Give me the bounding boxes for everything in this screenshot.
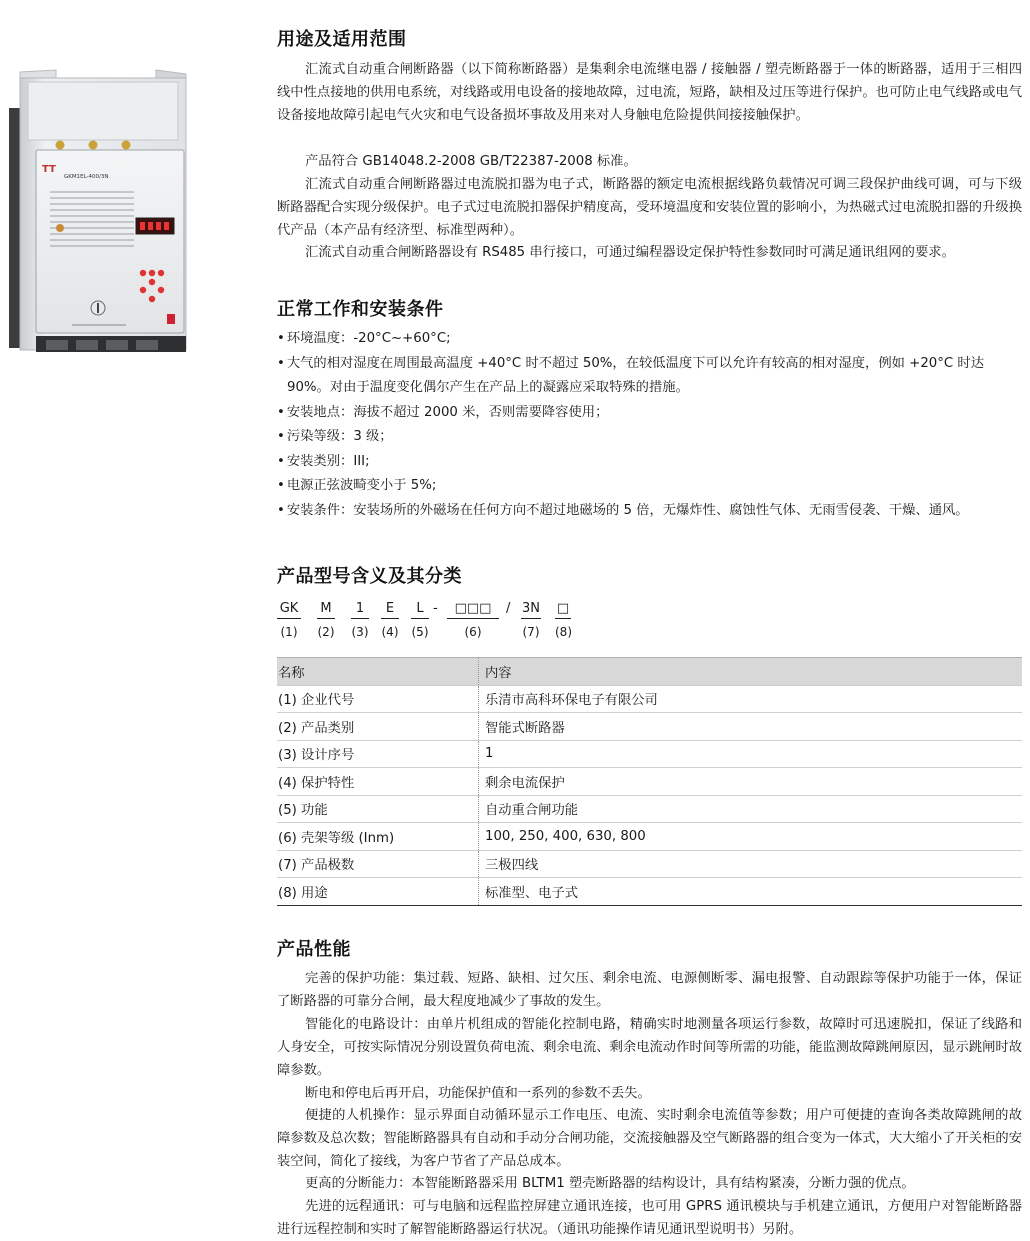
table-cell-content: 三极四线 xyxy=(479,850,1023,878)
condition-item: • 电源正弦波畸变小于 5%; xyxy=(277,474,1022,499)
model-segment: GK (1) xyxy=(277,600,301,642)
table-row xyxy=(277,850,1022,878)
table-cell-name: (1) 企业代号 xyxy=(277,685,479,713)
model-segment: E (4) xyxy=(381,601,399,639)
model-segment: L (5) xyxy=(411,601,429,639)
model-code-breakdown xyxy=(277,600,597,644)
table-row xyxy=(277,740,1022,768)
section-title-conditions: 正常工作和安装条件 xyxy=(277,299,444,320)
model-segment: □ (8) xyxy=(555,601,572,639)
table-row xyxy=(277,713,1022,741)
usage-paragraph-2: 产品符合 GB14048.2-2008 GB/T22387-2008 标准。 xyxy=(305,154,637,169)
condition-item: • 环境温度：-20°C~+60°C; xyxy=(277,327,1022,352)
section-title-model: 产品型号含义及其分类 xyxy=(277,566,462,587)
condition-item: • 污染等级：3 级； xyxy=(277,425,1022,450)
performance-paragraph-6: 先进的远程通讯：可与电脑和远程监控屏建立通讯连接，也可用 GPRS 通讯模块与手机建立通讯，方便用户对智能断路器进行远程控制和实时了解智能断路器运行状况。（通讯功能操作请见通讯型说明书）另附。 xyxy=(277,1199,1022,1237)
usage-paragraph-4: 汇流式自动重合闸断路器设有 RS485 串行接口，可通过编程器设定保护特性参数同时可满足通讯组网的要求。 xyxy=(305,245,955,260)
table-cell-content: 100, 250, 400, 630, 800 xyxy=(479,823,1023,851)
table-cell-content: 乐清市高科环保电子有限公司 xyxy=(479,685,1023,713)
table-cell-name: (3) 设计序号 xyxy=(277,740,479,768)
model-separator: - xyxy=(433,601,438,616)
model-separator: / xyxy=(506,601,511,616)
table-cell-name: (2) 产品类别 xyxy=(277,713,479,741)
section-title-performance: 产品性能 xyxy=(277,939,351,960)
table-row xyxy=(277,768,1022,796)
table-row xyxy=(277,878,1022,906)
usage-paragraph-1: 汇流式自动重合闸断路器（以下简称断路器）是集剩余电流继电器 / 接触器 / 塑壳断路器于一体的断路器，适用于三相四线中性点接地的供用电系统，对线路或用电设备的接地故障，过电流，短路，缺相及过压等进行保护。也可防止电气线路或电气设备接地故障引起电气火灾和电气设备损坏事故及用来对人身触电危险提供间接接触保护。 xyxy=(277,62,1022,123)
table-cell-name: (6) 壳架等级 (Inm) xyxy=(277,823,479,851)
product-logo: TT xyxy=(42,164,56,175)
model-spec-table xyxy=(277,657,1022,906)
product-image xyxy=(6,68,192,358)
model-segment: □□□ (6) xyxy=(447,600,499,642)
table-cell-name: (7) 产品极数 xyxy=(277,850,479,878)
condition-item: • 安装类别：III; xyxy=(277,450,1022,475)
model-segment: 1 (3) xyxy=(351,601,369,639)
column-header-content: 内容 xyxy=(479,658,1023,686)
product-model-label: GKM1EL-400/3N xyxy=(64,174,109,180)
condition-item: • 安装地点：海拔不超过 2000 米，否则需要降容使用； xyxy=(277,401,1022,426)
table-row xyxy=(277,685,1022,713)
table-cell-name: (8) 用途 xyxy=(277,878,479,906)
table-cell-content: 标准型、电子式 xyxy=(479,878,1023,906)
condition-item: • 安装条件：安装场所的外磁场在任何方向不超过地磁场的 5 倍，无爆炸性、腐蚀性气体、无雨雪侵袭、干燥、通风。 xyxy=(277,499,1022,524)
performance-paragraph-1: 完善的保护功能：集过载、短路、缺相、过欠压、剩余电流、电源侧断零、漏电报警、自动跟踪等保护功能于一体，保证了断路器的可靠分合闸，最大程度地减少了事故的发生。 xyxy=(277,971,1022,1009)
table-cell-name: (4) 保护特性 xyxy=(277,768,479,796)
performance-paragraph-5: 更高的分断能力：本智能断路器采用 BLTM1 塑壳断路器的结构设计，具有结构紧凑，分断力强的优点。 xyxy=(305,1176,915,1191)
performance-paragraph-3: 断电和停电后再开启，功能保护值和一系列的参数不丢失。 xyxy=(305,1086,651,1101)
table-cell-name: (5) 功能 xyxy=(277,795,479,823)
performance-paragraph-4: 便捷的人机操作：显示界面自动循环显示工作电压、电流、实时剩余电流值等参数；用户可便捷的查询各类故障跳闸的故障参数及总次数；智能断路器具有自动和手动分合闸功能，交流接触器及空气断路器的组合变为一体式，大大缩小了开关柜的安装空间，简化了接线，为客户节省了产品总成本。 xyxy=(277,1108,1022,1169)
usage-paragraph-3: 汇流式自动重合闸断路器过电流脱扣器为电子式，断路器的额定电流根据线路负载情况可调三段保护曲线可调，可与下级断路器配合实现分级保护。电子式过电流脱扣器保护精度高，受环境温度和安装位置的影响小，为热磁式过电流脱扣器的升级换代产品（本产品有经济型、标准型两种）。 xyxy=(277,177,1022,238)
table-header-row xyxy=(277,658,1022,686)
column-header-name: 名称 xyxy=(277,658,479,686)
table-row xyxy=(277,823,1022,851)
table-row xyxy=(277,795,1022,823)
model-segment: M (2) xyxy=(317,601,335,639)
model-segment: 3N (7) xyxy=(522,601,540,639)
performance-paragraph-2: 智能化的电路设计：由单片机组成的智能化控制电路，精确实时地测量各项运行参数，故障时可迅速脱扣，保证了线路和人身安全，可按实际情况分别设置负荷电流、剩余电流、剩余电流动作时间等所需的功能，能监测故障跳闸原因，显示跳闸时故障参数。 xyxy=(277,1017,1022,1078)
condition-item: • 大气的相对湿度在周围最高温度 +40°C 时不超过 50%，在较低温度下可以允许有较高的相对湿度，例如 +20°C 时达 90%。对由于温度变化偶尔产生在产品上的凝露应采取特殊的措施。 xyxy=(277,352,1022,401)
table-cell-content: 智能式断路器 xyxy=(479,713,1023,741)
table-cell-content: 自动重合闸功能 xyxy=(479,795,1023,823)
section-title-usage: 用途及适用范围 xyxy=(277,29,407,50)
table-cell-content: 1 xyxy=(479,740,1023,768)
table-cell-content: 剩余电流保护 xyxy=(479,768,1023,796)
conditions-list xyxy=(277,327,1022,523)
